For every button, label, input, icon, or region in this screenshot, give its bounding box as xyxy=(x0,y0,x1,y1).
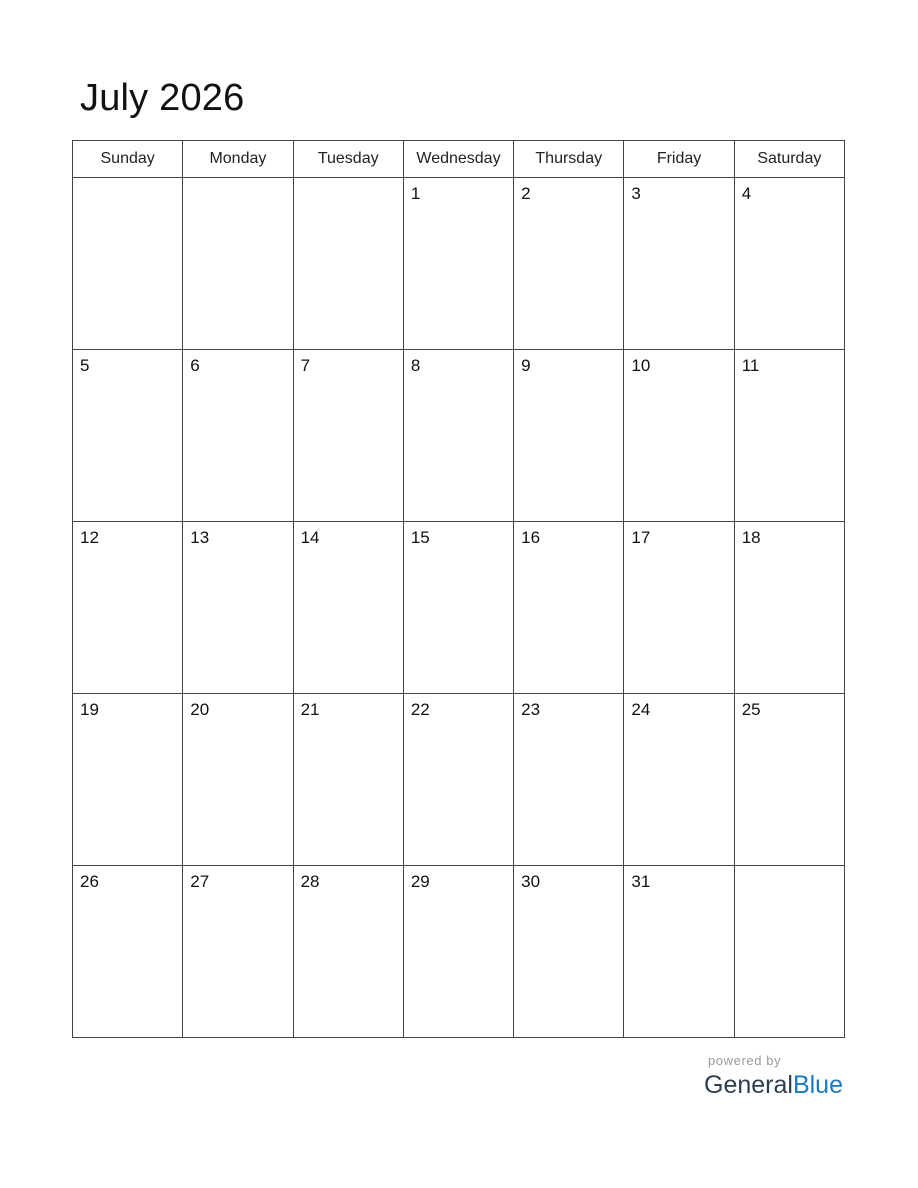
day-cell xyxy=(734,866,844,1038)
day-cell xyxy=(403,866,513,1038)
day-cell xyxy=(183,694,293,866)
day-number: 9 xyxy=(521,356,531,375)
week-row-4 xyxy=(73,694,845,866)
day-cell xyxy=(403,694,513,866)
day-cell xyxy=(514,522,624,694)
day-number: 17 xyxy=(631,528,651,547)
day-cell xyxy=(624,866,734,1038)
day-number: 4 xyxy=(741,184,752,203)
day-number: 25 xyxy=(741,700,761,719)
day-number: 13 xyxy=(190,528,210,547)
day-number: 28 xyxy=(300,872,320,891)
day-number: 31 xyxy=(631,872,651,891)
day-number: 11 xyxy=(741,356,760,375)
day-cell xyxy=(624,350,734,522)
weekday-monday: Monday xyxy=(183,141,293,178)
day-cell xyxy=(183,866,293,1038)
week-row-2 xyxy=(73,350,845,522)
logo-text-blue: Blue xyxy=(792,1071,843,1099)
day-cell xyxy=(73,866,183,1038)
day-number xyxy=(294,178,403,183)
day-cell xyxy=(514,866,624,1038)
day-cell xyxy=(293,522,403,694)
weekday-sunday: Sunday xyxy=(73,141,183,178)
day-cell xyxy=(293,178,403,350)
day-number: 5 xyxy=(80,356,90,375)
weekday-friday: Friday xyxy=(624,141,734,178)
day-number: 12 xyxy=(80,528,99,547)
day-cell xyxy=(73,350,183,522)
week-row-3 xyxy=(73,522,845,694)
day-number: 16 xyxy=(521,528,541,547)
day-cell xyxy=(403,522,513,694)
week-row-5 xyxy=(73,866,845,1038)
day-number: 8 xyxy=(410,356,421,375)
day-number xyxy=(73,178,182,183)
day-number: 29 xyxy=(410,872,430,891)
day-number: 24 xyxy=(631,700,651,719)
day-number: 30 xyxy=(521,872,541,891)
day-number: 7 xyxy=(300,356,311,375)
day-cell xyxy=(734,350,844,522)
day-number: 2 xyxy=(521,184,531,203)
day-cell xyxy=(183,350,293,522)
day-cell xyxy=(73,178,183,350)
logo-text-general: General xyxy=(704,1071,793,1099)
day-number: 22 xyxy=(410,700,430,719)
day-cell xyxy=(624,178,734,350)
day-number: 21 xyxy=(300,700,320,719)
calendar-title: July 2026 xyxy=(80,77,245,119)
day-number xyxy=(735,866,844,871)
week-row-1 xyxy=(73,178,845,350)
day-cell xyxy=(73,694,183,866)
day-number: 19 xyxy=(80,700,99,719)
day-cell xyxy=(734,522,844,694)
day-cell xyxy=(293,694,403,866)
weekday-wednesday: Wednesday xyxy=(403,141,513,178)
weekday-thursday: Thursday xyxy=(514,141,624,178)
day-number: 1 xyxy=(410,184,421,203)
day-cell xyxy=(514,178,624,350)
day-cell xyxy=(293,866,403,1038)
calendar-grid xyxy=(72,140,845,1038)
day-cell xyxy=(73,522,183,694)
day-cell xyxy=(624,694,734,866)
day-number: 6 xyxy=(190,356,200,375)
day-number: 14 xyxy=(300,528,320,547)
day-cell xyxy=(514,350,624,522)
day-number: 15 xyxy=(410,528,430,547)
day-cell xyxy=(514,694,624,866)
generalblue-logo xyxy=(704,1069,844,1101)
day-number: 27 xyxy=(190,872,210,891)
day-cell xyxy=(403,350,513,522)
weekday-tuesday: Tuesday xyxy=(293,141,403,178)
day-number: 18 xyxy=(741,528,761,547)
generalblue-branding[interactable] xyxy=(704,1053,844,1101)
day-number: 10 xyxy=(631,356,651,375)
day-number xyxy=(183,178,292,183)
day-cell xyxy=(624,522,734,694)
powered-by-label: powered by xyxy=(708,1053,782,1068)
day-cell xyxy=(403,178,513,350)
day-cell xyxy=(183,522,293,694)
weekday-saturday: Saturday xyxy=(734,141,844,178)
day-number: 20 xyxy=(190,700,210,719)
weekday-header-row xyxy=(73,141,845,178)
day-cell xyxy=(183,178,293,350)
day-cell xyxy=(293,350,403,522)
day-number: 26 xyxy=(80,872,99,891)
day-number: 23 xyxy=(521,700,541,719)
day-cell xyxy=(734,178,844,350)
day-number: 3 xyxy=(631,184,641,203)
day-cell xyxy=(734,694,844,866)
